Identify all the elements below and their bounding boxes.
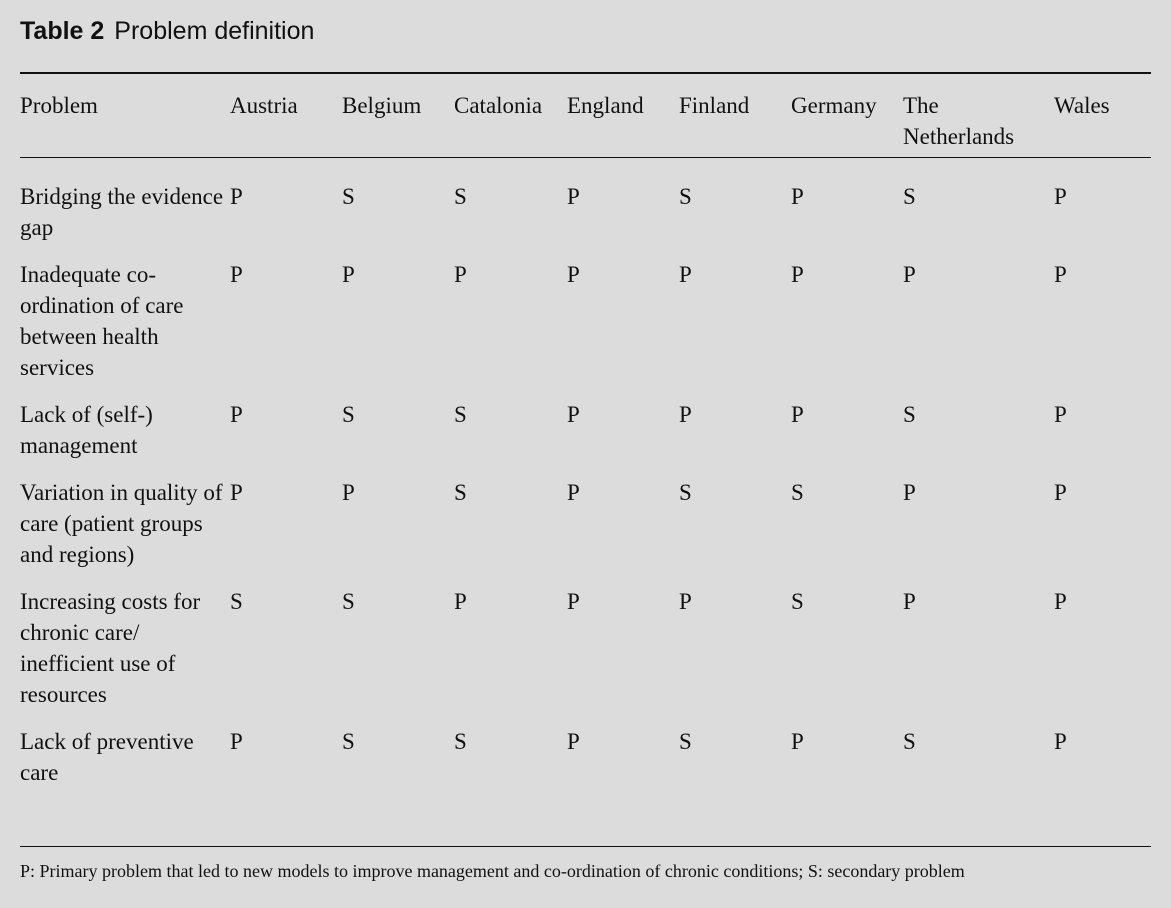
rating-cell: P: [903, 480, 916, 505]
rating-cell: P: [1054, 589, 1067, 614]
column-header-austria: Austria: [230, 93, 298, 118]
rating-cell: S: [791, 589, 804, 614]
rating-cell: S: [342, 402, 355, 427]
table-title: Problem definition: [114, 17, 315, 45]
rating-cell: S: [679, 729, 692, 754]
column-header-problem: Problem: [20, 93, 98, 118]
rating-cell: S: [903, 729, 916, 754]
rating-cell: P: [791, 262, 804, 287]
rating-cell: P: [567, 480, 580, 505]
rating-cell: P: [679, 589, 692, 614]
rating-cell: S: [903, 402, 916, 427]
rating-cell: P: [342, 262, 355, 287]
column-header-wales: Wales: [1054, 93, 1110, 118]
rating-cell: P: [791, 402, 804, 427]
rating-cell: P: [1054, 480, 1067, 505]
problem-cell: Bridging the evidence gap: [20, 184, 224, 240]
rating-cell: S: [903, 184, 916, 209]
rating-cell: S: [342, 589, 355, 614]
rating-cell: P: [454, 262, 467, 287]
column-header-finland: Finland: [679, 93, 750, 118]
rating-cell: S: [454, 184, 467, 209]
rating-cell: P: [230, 262, 243, 287]
rating-cell: P: [567, 729, 580, 754]
rating-cell: P: [1054, 184, 1067, 209]
rating-cell: P: [791, 184, 804, 209]
bottom-rule: [20, 846, 1151, 847]
rating-cell: S: [679, 184, 692, 209]
rating-cell: S: [230, 589, 243, 614]
table-body: [20, 164, 1151, 804]
header-row: [20, 90, 1151, 164]
problem-cell: Variation in quality of care (patient groups and regions): [20, 480, 223, 567]
table-footnote: P: Primary problem that led to new models to improve management and co-ordination of chronic conditions; S: secondary problem: [20, 861, 965, 881]
rating-cell: P: [1054, 402, 1067, 427]
rating-cell: P: [791, 729, 804, 754]
table-row: [20, 164, 1151, 259]
problem-cell: Lack of preventive care: [20, 729, 194, 785]
rating-cell: P: [454, 589, 467, 614]
problem-definition-table: [20, 90, 1151, 804]
rating-cell: P: [567, 262, 580, 287]
column-header-catalonia: Catalonia: [454, 93, 543, 118]
top-rule: [20, 72, 1151, 74]
table-row: [20, 259, 1151, 399]
rating-cell: P: [230, 729, 243, 754]
rating-cell: S: [342, 184, 355, 209]
table-row: [20, 399, 1151, 477]
rating-cell: P: [1054, 729, 1067, 754]
rating-cell: P: [1054, 262, 1067, 287]
rating-cell: S: [454, 480, 467, 505]
column-header-belgium: Belgium: [342, 93, 422, 118]
rating-cell: P: [903, 262, 916, 287]
rating-cell: P: [342, 480, 355, 505]
rating-cell: P: [903, 589, 916, 614]
rating-cell: S: [454, 402, 467, 427]
rating-cell: S: [679, 480, 692, 505]
rating-cell: P: [679, 402, 692, 427]
column-header-the-netherlands: The Netherlands: [903, 93, 1015, 149]
rating-cell: P: [230, 480, 243, 505]
problem-cell: Increasing costs for chronic care/ inefficient use of resources: [20, 589, 201, 707]
table-row: [20, 726, 1151, 804]
rating-cell: P: [230, 402, 243, 427]
problem-cell: Lack of (self-) management: [20, 402, 153, 458]
table-caption: [20, 15, 314, 47]
problem-cell: Inadequate co-ordination of care between health services: [20, 262, 184, 380]
rating-cell: S: [342, 729, 355, 754]
rating-cell: S: [454, 729, 467, 754]
column-header-england: England: [567, 93, 644, 118]
table-row: [20, 586, 1151, 726]
rating-cell: S: [791, 480, 804, 505]
table-row: [20, 477, 1151, 586]
table-label: Table 2: [20, 17, 105, 45]
rating-cell: P: [567, 184, 580, 209]
rating-cell: P: [230, 184, 243, 209]
column-header-germany: Germany: [791, 93, 877, 118]
rating-cell: P: [567, 402, 580, 427]
rating-cell: P: [567, 589, 580, 614]
rating-cell: P: [679, 262, 692, 287]
